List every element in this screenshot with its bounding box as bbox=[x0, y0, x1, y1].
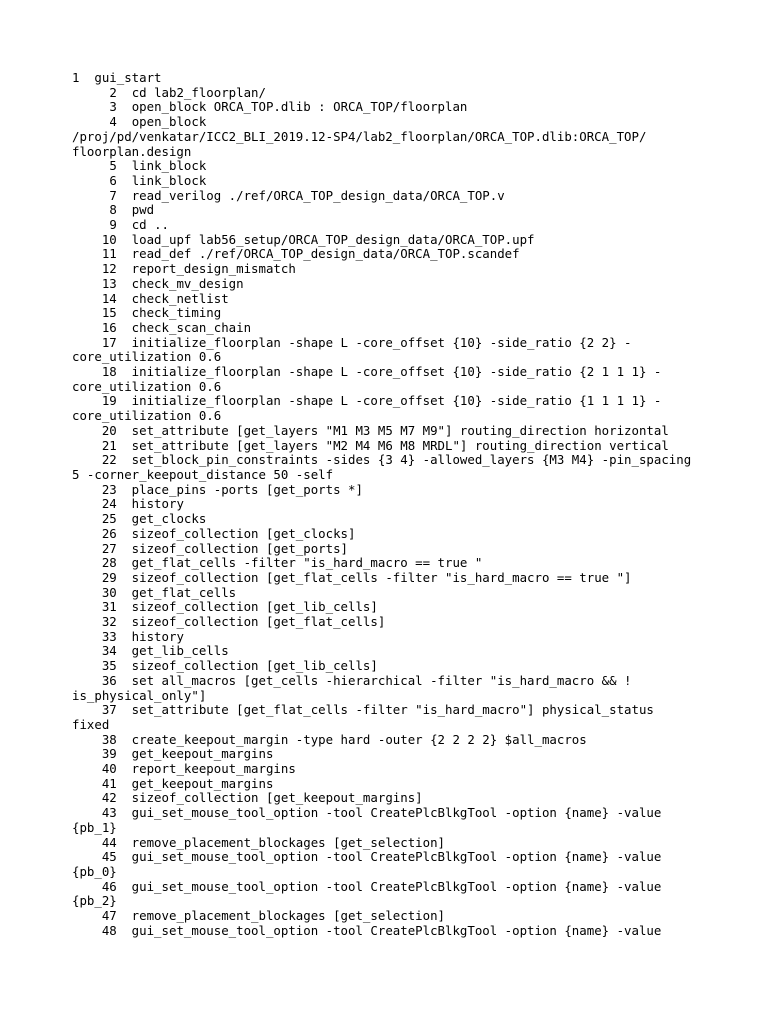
history-line: 21 set_attribute [get_layers "M2 M4 M6 M8 MRDL"] routing_direction vertical bbox=[72, 437, 669, 453]
history-line: is_physical_only"] bbox=[72, 687, 207, 703]
history-line: 38 create_keepout_margin -type hard -outer {2 2 2 2} $all_macros bbox=[72, 731, 587, 747]
history-line: 28 get_flat_cells -filter "is_hard_macro == true " bbox=[72, 555, 483, 571]
history-line: 41 get_keepout_margins bbox=[72, 775, 274, 791]
history-line: 8 pwd bbox=[72, 202, 155, 218]
history-line: {pb_0} bbox=[72, 863, 117, 879]
history-line: 45 gui_set_mouse_tool_option -tool CreatePlcBlkgTool -option {name} -value bbox=[72, 849, 662, 865]
history-line: 6 link_block bbox=[72, 172, 207, 188]
history-line: 18 initialize_floorplan -shape L -core_offset {10} -side_ratio {2 1 1 1} - bbox=[72, 364, 662, 380]
history-line: 48 gui_set_mouse_tool_option -tool CreatePlcBlkgTool -option {name} -value bbox=[72, 922, 662, 938]
history-line: 44 remove_placement_blockages [get_selection] bbox=[72, 834, 445, 850]
history-line: 2 cd lab2_floorplan/ bbox=[72, 84, 266, 100]
history-line: 15 check_timing bbox=[72, 305, 222, 321]
history-line: {pb_1} bbox=[72, 819, 117, 835]
history-line: 24 history bbox=[72, 496, 184, 512]
history-line: 47 remove_placement_blockages [get_selection] bbox=[72, 908, 445, 924]
command-history-text bbox=[72, 71, 712, 938]
history-line: 32 sizeof_collection [get_flat_cells] bbox=[72, 614, 386, 630]
history-line: core_utilization 0.6 bbox=[72, 408, 222, 424]
history-line: floorplan.design bbox=[72, 143, 192, 159]
history-line: 29 sizeof_collection [get_flat_cells -filter "is_hard_macro == true "] bbox=[72, 569, 632, 585]
history-line: 36 set all_macros [get_cells -hierarchical -filter "is_hard_macro && ! bbox=[72, 672, 632, 688]
history-line: core_utilization 0.6 bbox=[72, 349, 222, 365]
history-line: 9 cd .. bbox=[72, 217, 169, 233]
history-line: core_utilization 0.6 bbox=[72, 378, 222, 394]
history-line: 7 read_verilog ./ref/ORCA_TOP_design_data/ORCA_TOP.v bbox=[72, 187, 505, 203]
history-line: 34 get_lib_cells bbox=[72, 643, 229, 659]
history-line: 43 gui_set_mouse_tool_option -tool CreatePlcBlkgTool -option {name} -value bbox=[72, 805, 662, 821]
history-line: 19 initialize_floorplan -shape L -core_offset {10} -side_ratio {1 1 1 1} - bbox=[72, 393, 662, 409]
history-line: 17 initialize_floorplan -shape L -core_offset {10} -side_ratio {2 2} - bbox=[72, 334, 632, 350]
history-line: 35 sizeof_collection [get_lib_cells] bbox=[72, 658, 378, 674]
history-line: 10 load_upf lab56_setup/ORCA_TOP_design_data/ORCA_TOP.upf bbox=[72, 231, 535, 247]
history-line: 11 read_def ./ref/ORCA_TOP_design_data/ORCA_TOP.scandef bbox=[72, 246, 520, 262]
history-line: 20 set_attribute [get_layers "M1 M3 M5 M7 M9"] routing_direction horizontal bbox=[72, 422, 669, 438]
history-line: 33 history bbox=[72, 628, 184, 644]
history-line: 23 place_pins -ports [get_ports *] bbox=[72, 481, 363, 497]
history-line: 1 gui_start bbox=[72, 70, 162, 85]
history-line: 27 sizeof_collection [get_ports] bbox=[72, 540, 349, 556]
history-line: 40 report_keepout_margins bbox=[72, 761, 296, 777]
history-line: 30 get_flat_cells bbox=[72, 584, 237, 600]
history-line: {pb_2} bbox=[72, 893, 117, 909]
history-line: 25 get_clocks bbox=[72, 511, 207, 527]
history-line: 14 check_netlist bbox=[72, 290, 229, 306]
history-line: 22 set_block_pin_constraints -sides {3 4} -allowed_layers {M3 M4} -pin_spacing bbox=[72, 452, 692, 468]
history-line: fixed bbox=[72, 716, 110, 732]
history-line: /proj/pd/venkatar/ICC2_BLI_2019.12-SP4/lab2_floorplan/ORCA_TOP.dlib:ORCA_TOP/ bbox=[72, 128, 647, 144]
history-line: 42 sizeof_collection [get_keepout_margins] bbox=[72, 790, 423, 806]
history-line: 5 link_block bbox=[72, 158, 207, 174]
history-line: 26 sizeof_collection [get_clocks] bbox=[72, 525, 356, 541]
history-line: 5 -corner_keepout_distance 50 -self bbox=[72, 466, 334, 482]
history-line: 31 sizeof_collection [get_lib_cells] bbox=[72, 599, 378, 615]
history-line: 12 report_design_mismatch bbox=[72, 261, 296, 277]
history-line: 39 get_keepout_margins bbox=[72, 746, 274, 762]
history-line: 13 check_mv_design bbox=[72, 275, 244, 291]
history-line: 16 check_scan_chain bbox=[72, 319, 252, 335]
history-line: 4 open_block bbox=[72, 114, 207, 130]
history-line: 3 open_block ORCA_TOP.dlib : ORCA_TOP/floorplan bbox=[72, 99, 468, 115]
history-line: 46 gui_set_mouse_tool_option -tool CreatePlcBlkgTool -option {name} -value bbox=[72, 878, 662, 894]
history-line: 37 set_attribute [get_flat_cells -filter "is_hard_macro"] physical_status bbox=[72, 702, 654, 718]
